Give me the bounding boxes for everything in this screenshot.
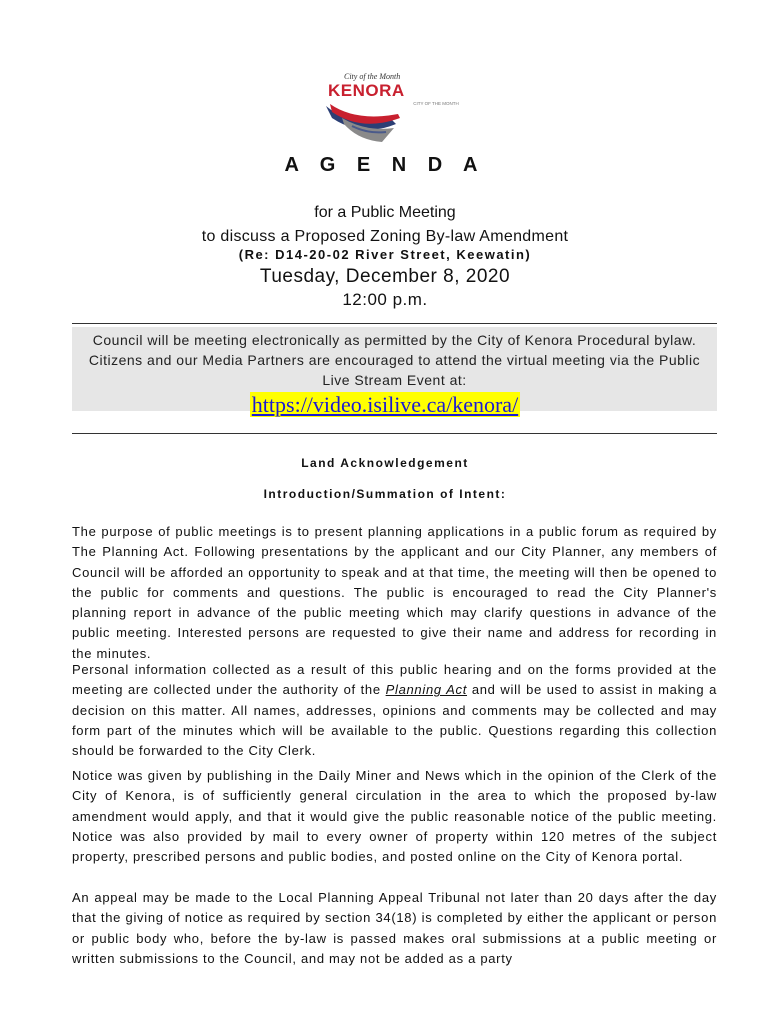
planning-act-reference: Planning Act (385, 682, 468, 698)
meeting-purpose: to discuss a Proposed Zoning By-law Amendment (201, 228, 569, 245)
notice-text: Council will be meeting electronically as permitted by the City of Kenora Procedural bylaw. Citizens and our Media Partners are encouraged to attend the virtual meeting via the Public Live Stream Event at: (88, 332, 701, 388)
divider-bottom (72, 433, 717, 434)
purpose-paragraph: The purpose of public meetings is to present planning applications in a public forum as required by The Planning Act. Following presentations by the applicant and our City Planner, any members of Council will be afforded an opportunity to speak and at that time, the meeting will then be opened to the public for comments and questions. The public is encouraged to read the City Planner's planning report in advance of the public meeting which may clarify questions in advance of the public meeting. Interested persons are requested to give their name and address for recording in the minutes. (72, 524, 717, 661)
logo-kenora-text: KENORA (328, 81, 405, 100)
agenda-title: A G E N D A (284, 154, 486, 176)
notice-given-paragraph: Notice was given by publishing in the Daily Miner and News which in the opinion of the Clerk of the City of Kenora, is of sufficiently general circulation in the area to which the proposed by-law amendment would apply, and that it would give the public reasonable notice of the public meeting. Notice was also provided by mail to every owner of property within 120 metres of the subject property, prescribed persons and public bodies, and posted online on the City of Kenora portal. (72, 768, 717, 865)
logo-boat-icon (322, 98, 406, 146)
divider-top (72, 323, 717, 324)
appeal-paragraph: An appeal may be made to the Local Planning Appeal Tribunal not later than 20 days after the day that the giving of notice as required by section 34(18) is completed by either the applicant or person or public body who, before the by-law is passed makes oral submissions at a public meeting or written submissions to the Council, and may not be added as a party (72, 890, 717, 966)
introduction-heading: Introduction/Summation of Intent: (263, 487, 507, 501)
meeting-subtitle: for a Public Meeting (314, 204, 456, 221)
meeting-time: 12:00 p.m. (342, 290, 428, 309)
live-stream-link[interactable]: https://video.isilive.ca/kenora/ (251, 392, 519, 417)
p2-text-after: and will be used to assist in making a decision on this matter. All names, addresses, opinions and comments may be collected and may form part of the minutes which will be available to the public. Questions regarding this collection should be forwarded to the City Clerk. (72, 682, 717, 759)
logo-tagline: CITY OF THE MONTH (413, 101, 459, 106)
logo-city-of-text: City of the Month (344, 72, 401, 81)
p2-text-before: Personal information collected as a result of this public hearing and on the forms provided at the meeting are collected under the authority of the (72, 662, 717, 698)
personal-information-paragraph (72, 660, 717, 761)
kenora-logo (322, 68, 462, 148)
meeting-date: Tuesday, December 8, 2020 (259, 266, 511, 287)
land-acknowledgement-heading: Land Acknowledgement (301, 456, 469, 470)
live-stream-link-wrapper (0, 392, 770, 418)
file-reference: (Re: D14-20-02 River Street, Keewatin) (238, 247, 532, 262)
